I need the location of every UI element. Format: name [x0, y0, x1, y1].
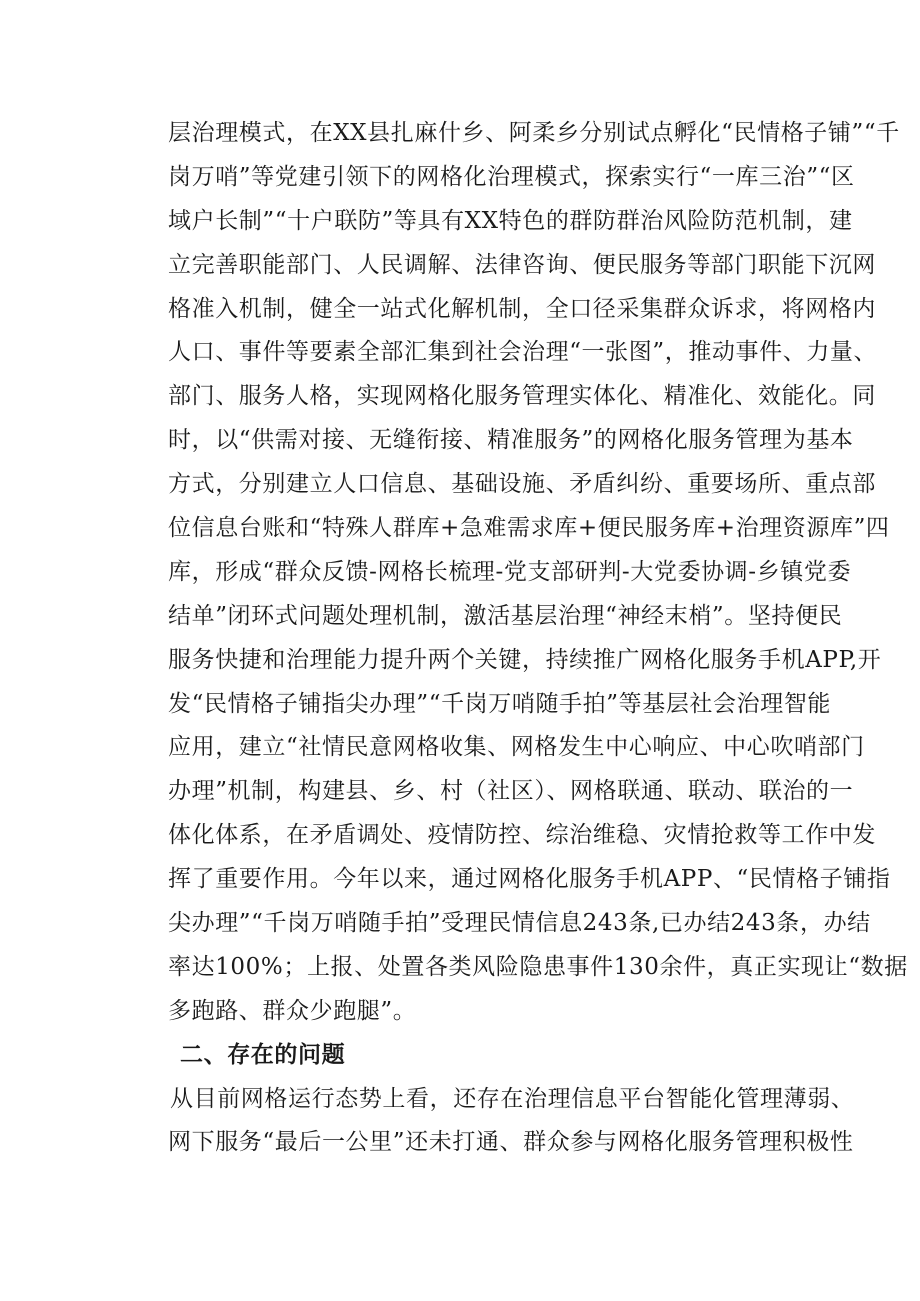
- text-line: 服务快捷和治理能力提升两个关键，持续推广网格化服务手机APP,开: [168, 646, 882, 673]
- text-line: 挥了重要作用。今年以来，通过网格化服务手机APP、“民情格子铺指: [168, 866, 891, 893]
- text-line: 应用，建立“社情民意网格收集、网格发生中心响应、中心吹哨部门: [168, 734, 865, 761]
- text-line: 时，以“供需对接、无缝衔接、精准服务”的网格化服务管理为基本: [168, 427, 854, 454]
- text-line: 立完善职能部门、人民调解、法律咨询、便民服务等部门职能下沉网: [168, 251, 876, 278]
- text-line: 多跑路、群众少跑腿”。: [168, 997, 417, 1024]
- text-line: 发“民情格子铺指尖办理”“千岗万哨随手拍”等基层社会治理智能: [168, 690, 832, 717]
- text-line: 部门、服务人格，实现网格化服务管理实体化、精准化、效能化。同: [168, 383, 876, 410]
- text-line: 体化体系，在矛盾调处、疫情防控、综治维稳、灾情抢救等工作中发: [168, 822, 876, 849]
- text-line: 格准入机制，健全一站式化解机制，全口径采集群众诉求，将网格内: [168, 295, 876, 322]
- text-line: 位信息台账和“特殊人群库+急难需求库+便民服务库+治理资源库”四: [168, 515, 890, 542]
- text-line: 人口、事件等要素全部汇集到社会治理“一张图”，推动事件、力量、: [168, 339, 878, 366]
- text-line: 网下服务“最后一公里”还未打通、群众参与网格化服务管理积极性: [168, 1129, 854, 1156]
- text-line: 结单”闭环式问题处理机制，激活基层治理“神经末梢”。坚持便民: [168, 602, 843, 629]
- text-line: 尖办理”“千岗万哨随手拍”受理民情信息243条,已办结243条，办结: [168, 910, 871, 937]
- document-body: [168, 112, 908, 1165]
- text-line: 从目前网格运行态势上看，还存在治理信息平台智能化管理薄弱、: [170, 1085, 855, 1112]
- text-line: 库，形成“群众反馈-网格长梳理-党支部研判-大党委协调-乡镇党委: [168, 558, 852, 585]
- text-line: 岗万哨”等党建引领下的网格化治理模式，探索实行“一库三治”“区: [168, 163, 855, 190]
- text-line: 方式，分别建立人口信息、基础设施、矛盾纠纷、重要场所、重点部: [168, 471, 876, 498]
- text-line: 率达100%；上报、处置各类风险隐患事件130余件，真正实现让“数据: [168, 953, 908, 980]
- section-heading: 二、存在的问题: [180, 1041, 346, 1068]
- text-line: 域户长制”“十户联防”等具有XX特色的群防群治风险防范机制，建: [168, 207, 853, 234]
- text-line: 办理”机制，构建县、乡、村（社区）、网格联通、联动、联治的一: [168, 778, 854, 805]
- paragraph-problems: [168, 1078, 855, 1166]
- text-line: 层治理模式，在XX县扎麻什乡、阿柔乡分别试点孵化“民情格子铺”“千: [168, 120, 900, 146]
- paragraph-grid-governance: [168, 112, 908, 1034]
